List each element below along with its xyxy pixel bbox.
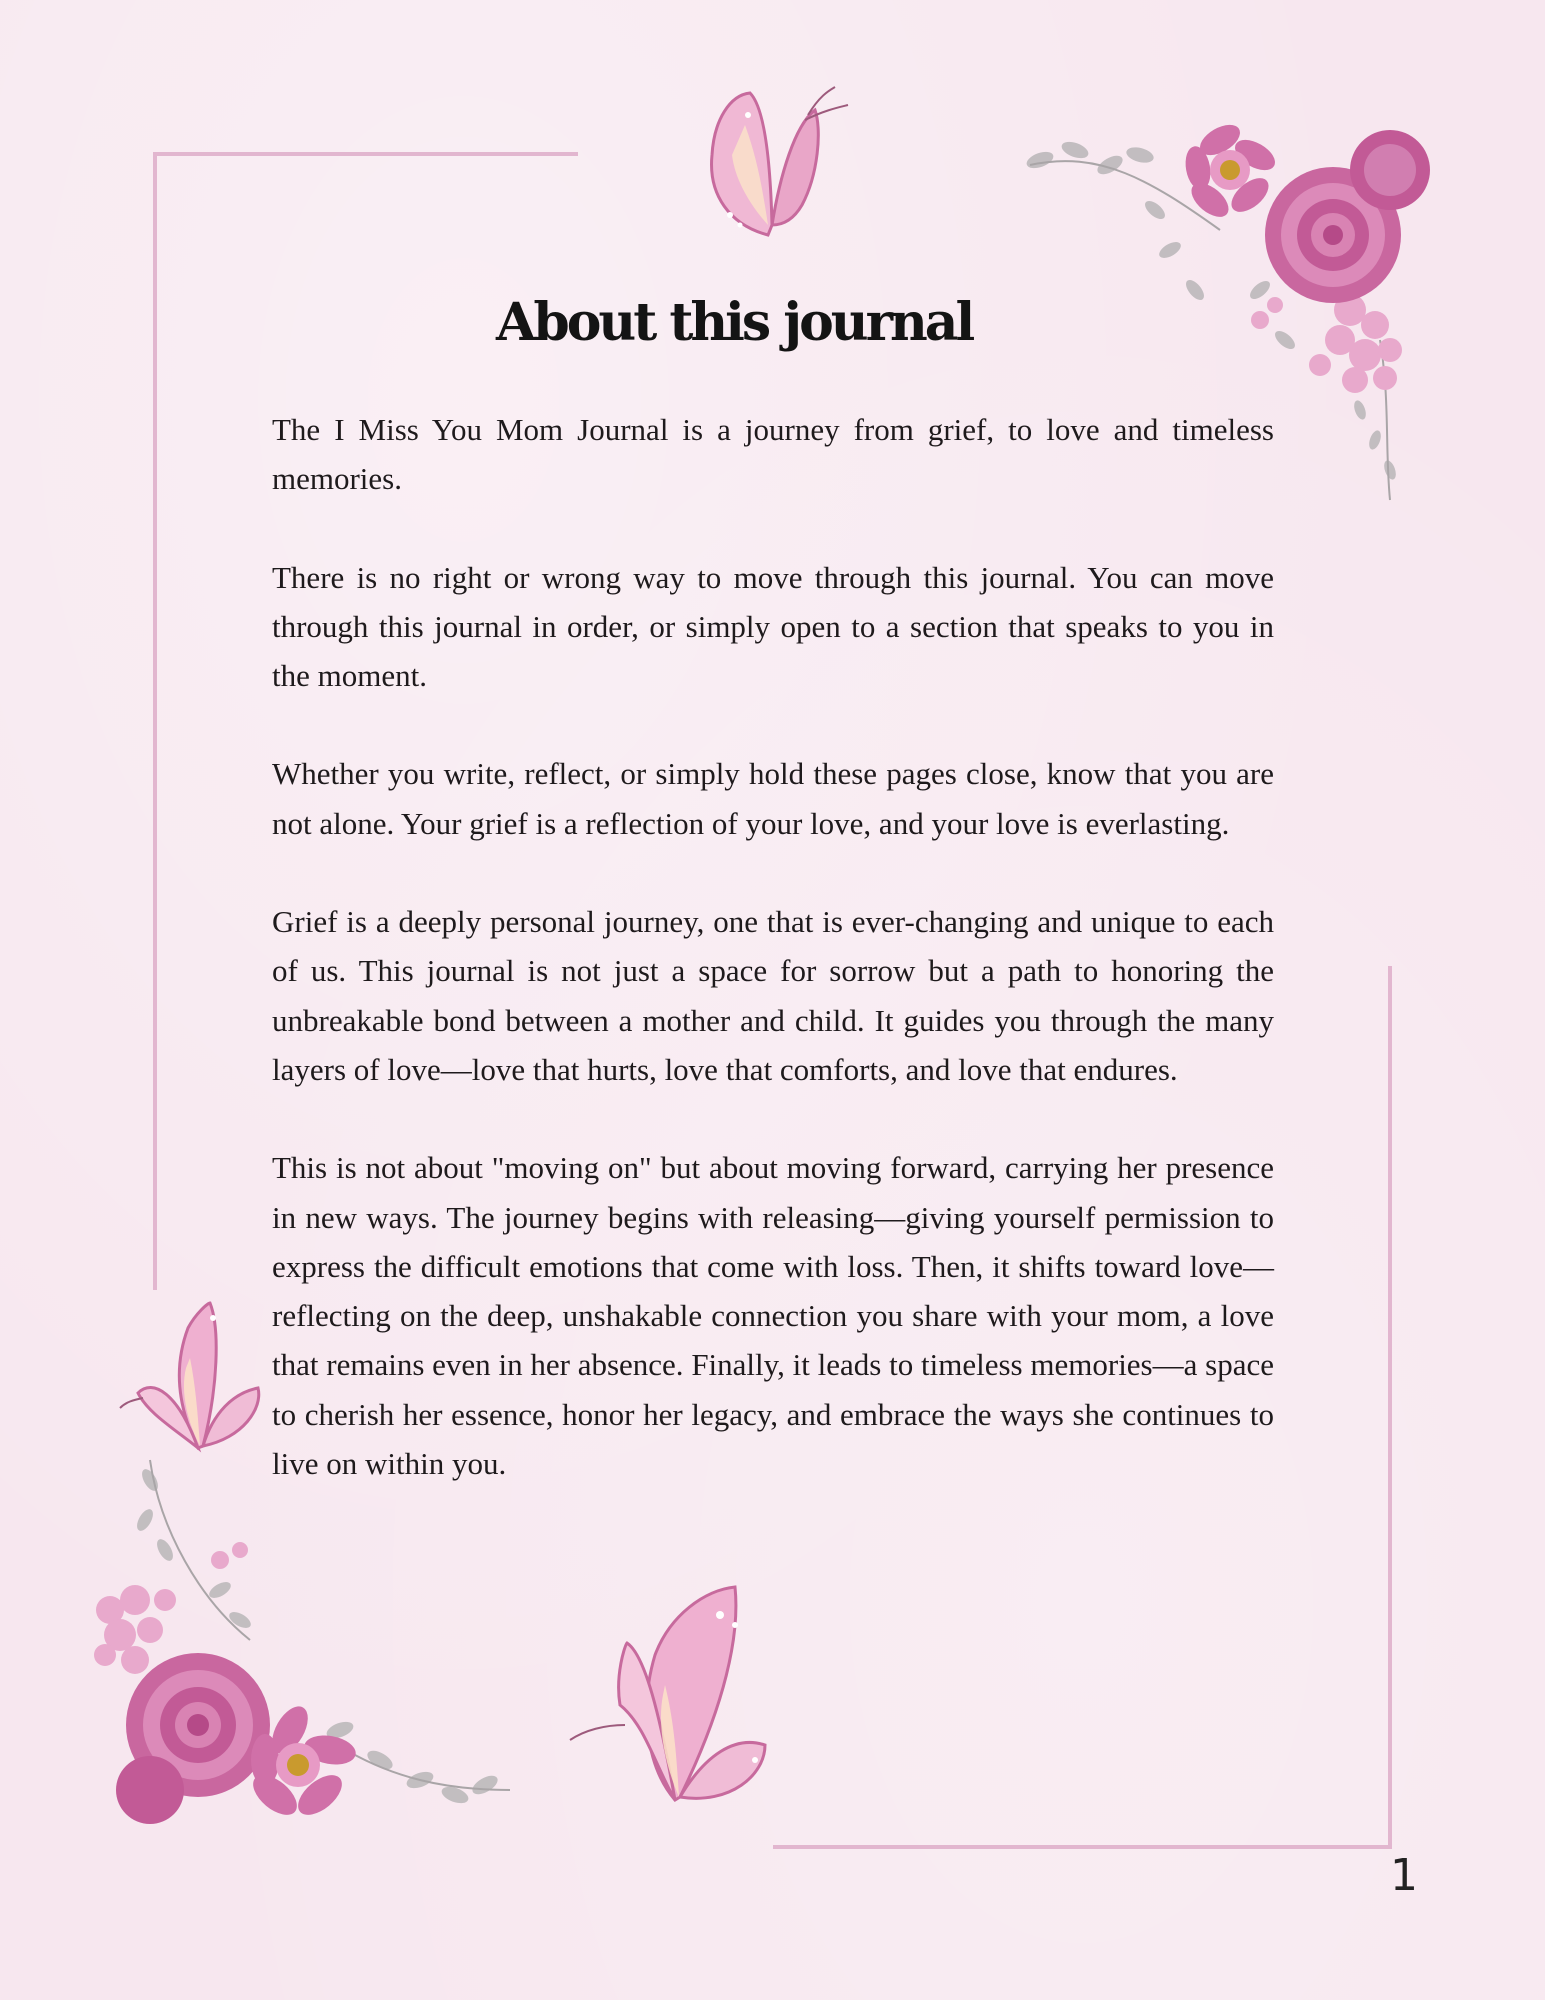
frame-bottom-right-horizontal xyxy=(773,1845,1392,1849)
butterfly-icon xyxy=(565,1585,775,1810)
body-text xyxy=(272,405,1274,1537)
frame-top-left-horizontal xyxy=(155,152,578,156)
paragraph-intro: The I Miss You Mom Journal is a journey from grief, to love and timeless memories. xyxy=(272,412,1274,497)
frame-left-vertical xyxy=(153,152,157,1290)
paragraph-not-alone: Whether you write, reflect, or simply hold these pages close, know that you are not alone. Your grief is a reflection of your love, and your love is everlasting. xyxy=(272,756,1274,841)
butterfly-icon xyxy=(690,85,850,245)
page-number: 1 xyxy=(1390,1850,1418,1901)
butterfly-icon xyxy=(118,1298,268,1458)
paragraph-grief-journey: Grief is a deeply personal journey, one that is ever-changing and unique to each of us. This journal is not just a space for sorrow but a path to honoring the unbreakable bond between a mother and child. It guides you through the many layers of love—love that hurts, love that comforts, and love that endures. xyxy=(272,904,1274,1087)
frame-right-vertical xyxy=(1388,966,1392,1848)
paragraph-how-to-use: There is no right or wrong way to move through this journal. You can move through this journal in order, or simply open to a section that speaks to you in the moment. xyxy=(272,559,1274,694)
paragraph-moving-forward: This is not about "moving on" but about moving forward, carrying her presence in new ways. The journey begins with releasing—giving yourself permission to express the difficult emotions that come with loss. Then, it shifts toward love—reflecting on the deep, unshakable connection you share with your mom, a love that remains even in her absence. Finally, it leads to timeless memories—a space to cherish her essence, honor her legacy, and embrace the ways she continues to live on within you. xyxy=(272,1150,1274,1482)
page-title: About this journal xyxy=(496,292,973,353)
